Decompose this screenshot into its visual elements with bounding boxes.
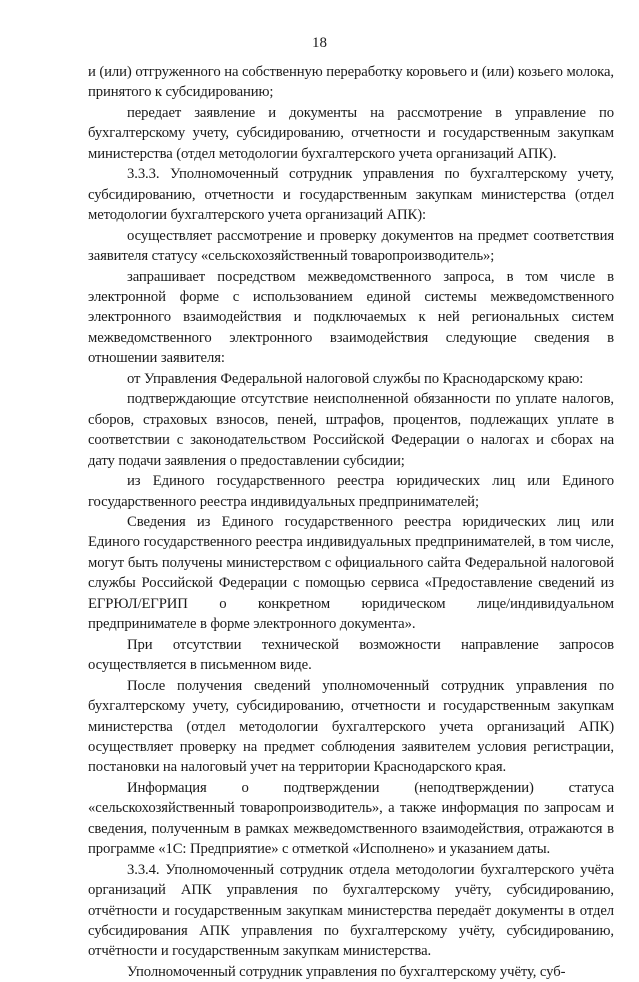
paragraph: Уполномоченный сотрудник управления по бухгалтерскому учёту, суб- <box>127 963 566 980</box>
paragraph-section-3-3-3: 3.3.3. Уполномоченный сотрудник управления по бухгалтерскому учету, субсидированию, отчетности и государственным закупкам министерства (отдел методологии бухгалтерского учета организаций АПК): <box>88 166 614 224</box>
paragraph: передает заявление и документы на рассмотрение в управление по бухгалтерскому учету, субсидированию, отчетности и государственным закупкам министерства (отдел методологии бухгалтерского учета организаций АПК). <box>88 104 614 162</box>
paragraph: от Управления Федеральной налоговой службы по Краснодарскому краю: <box>127 370 584 387</box>
paragraph: подтверждающие отсутствие неисполненной обязанности по уплате налогов, сборов, страховых взносов, пеней, штрафов, процентов, подлежащих уплате в соответствии с законодательством Российской Федерации о налогах и сборах на дату подачи заявления о предоставлении субсидии; <box>88 391 614 469</box>
paragraph-section-3-3-4: 3.3.4. Уполномоченный сотрудник отдела методологии бухгалтерского учёта организаций АПК управления по бухгалтерскому учёту, субсидированию, отчётности и государственным закупкам министерства передаёт документы в отдел субсидирования АПК управления по бухгалтерскому учёту, субсидированию, отчётности и государственным закупкам министерства. <box>88 861 614 960</box>
paragraph-continuation: и (или) отгруженного на собственную переработку коровьего и (или) козьего молока, принятого к субсидированию; <box>88 64 614 101</box>
paragraph: Информация о подтверждении (неподтверждении) статуса «сельскохозяйственный товаропроизводитель», а также информация по запросам и сведения, полученным в рамках межведомственного взаимодействия, отражаются в программе «1С: Предприятие» с отметкой «Исполнено» и указанием даты. <box>88 779 614 858</box>
paragraph: из Единого государственного реестра юридических лиц или Единого государственного реестра индивидуальных предпринимателей; <box>88 473 614 510</box>
paragraph: После получения сведений уполномоченный сотрудник управления по бухгалтерскому учету, субсидированию, отчетности и государственным закупкам министерства (отдел методологии бухгалтерского учета организаций АПК) осуществляет проверку на предмет соблюдения заявителем условия регистрации, постановки на налоговый учет на территории Краснодарского края. <box>88 677 614 776</box>
paragraph: Сведения из Единого государственного реестра юридических лиц или Единого государственного реестра индивидуальных предпринимателей, в том числе, могут быть получены министерством с официального сайта Федеральной налоговой службы Российской Федерации с помощью сервиса «Предоставление сведений из ЕГРЮЛ/ЕГРИП о конкретном юридическом лице/индивидуальном предпринимателе в форме электронного документа». <box>88 513 614 633</box>
paragraph: запрашивает посредством межведомственного запроса, в том числе в электронной форме с использованием единой системы межведомственного электронного взаимодействия и подключаемых к ней региональных систем межведомственного электронного взаимодействия следующие сведения в отношении заявителя: <box>88 268 614 367</box>
page-body <box>88 62 614 982</box>
paragraph: При отсутствии технической возможности направление запросов осуществляется в письменном виде. <box>88 636 614 674</box>
paragraph: осуществляет рассмотрение и проверку документов на предмет соответствия заявителя статусу «сельскохозяйственный товаропроизводитель»; <box>88 227 614 265</box>
page-number: 18 <box>312 35 327 51</box>
